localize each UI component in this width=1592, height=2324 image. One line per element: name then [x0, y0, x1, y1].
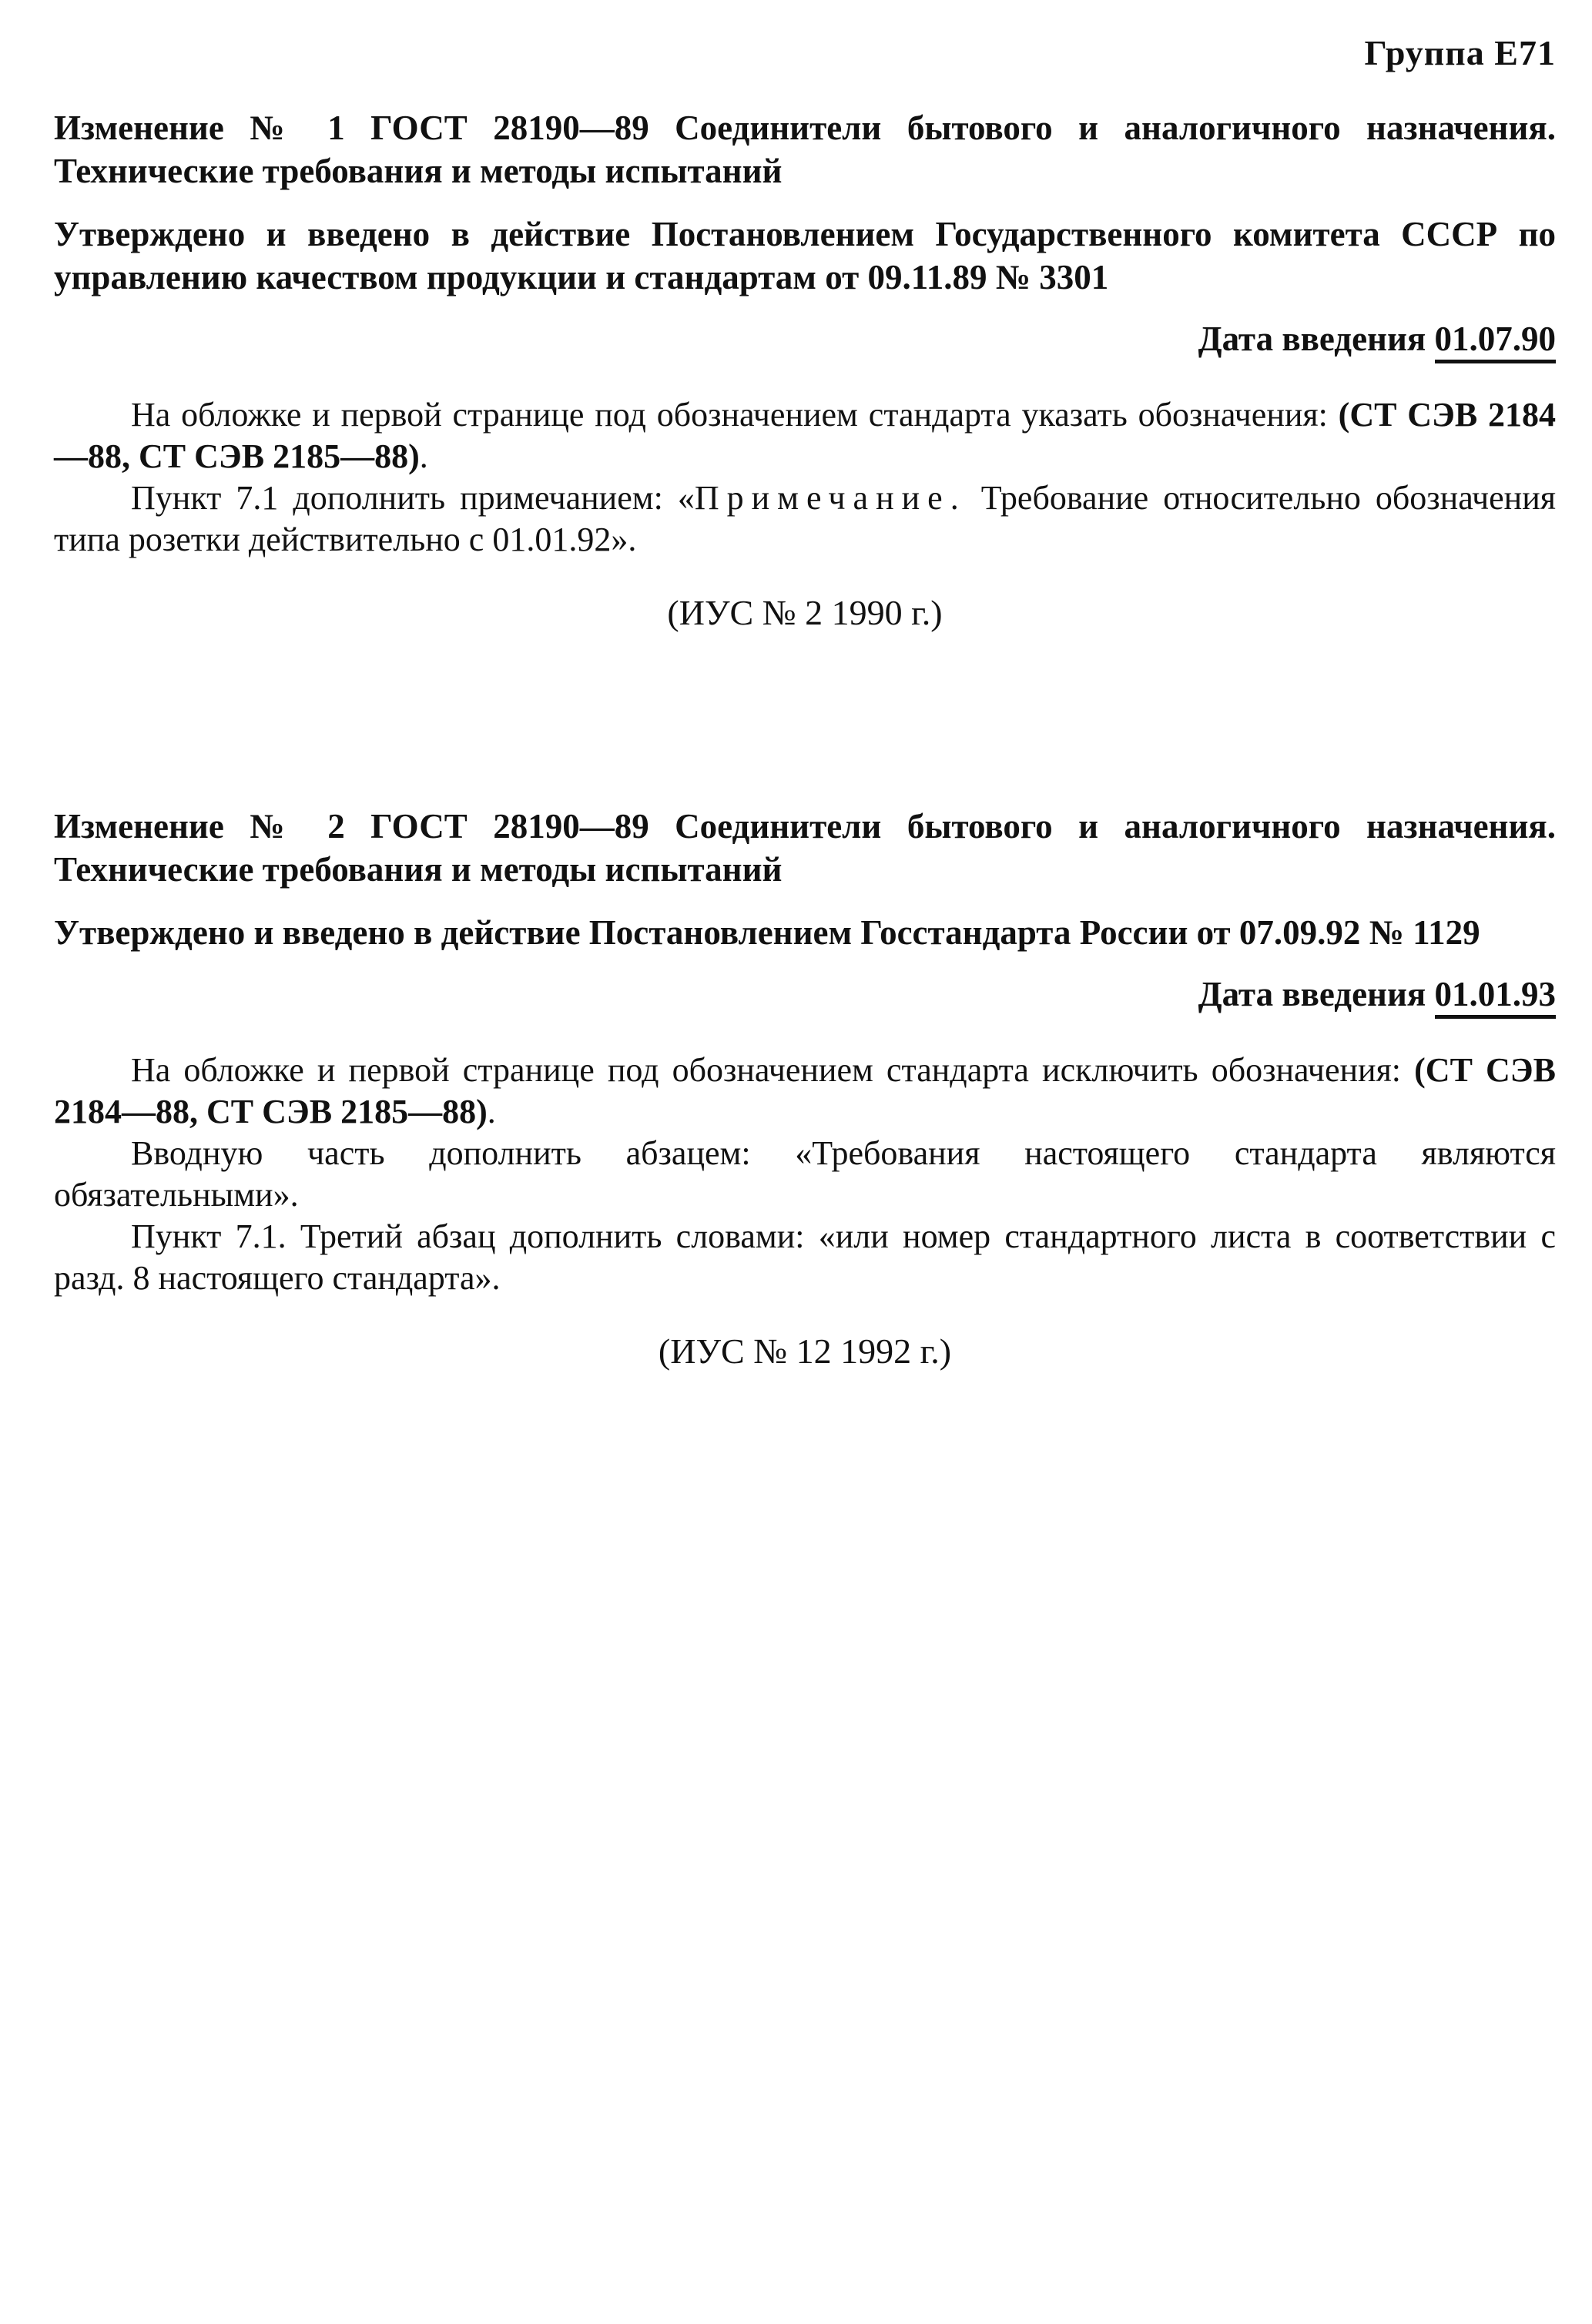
intro-date-label: Дата введения: [1198, 975, 1426, 1013]
paragraph-text: Пункт 7.1 дополнить примечанием: «: [131, 479, 695, 517]
paragraph: [54, 394, 1556, 477]
paragraph-text: На обложке и первой странице под обозначением стандарта указать обозначения:: [131, 396, 1339, 434]
source-reference: (ИУС № 2 1990 г.): [667, 593, 943, 632]
paragraph: [54, 1050, 1556, 1133]
paragraph-text: .: [419, 437, 428, 475]
paragraph: [54, 477, 1556, 561]
approval-statement: Утверждено и введено в действие Постановлением Госстандарта России от 07.09.92 № 1129: [54, 913, 1480, 952]
introduction-date: [54, 973, 1556, 1016]
paragraph-text: Пункт 7.1. Третий абзац дополнить словами: «или номер стандартного листа в соответствии с разд. 8 настоящего стандарта».: [54, 1217, 1556, 1297]
paragraph-text: Требование относительно обозначения типа розетки действительно с 01.01.92».: [54, 479, 1556, 558]
paragraph-text: На обложке и первой странице под обозначением стандарта исключить обозначения:: [131, 1051, 1415, 1089]
group-label: Группа Е71: [1364, 33, 1556, 72]
amendment-2: [54, 805, 1556, 1373]
source-reference: (ИУС № 12 1992 г.): [658, 1331, 952, 1371]
paragraph-text: .: [487, 1093, 496, 1130]
introduction-date: [54, 317, 1556, 360]
standard-reference: (СТ СЭВ 2184—88, СТ СЭВ 2185—88): [54, 1051, 1556, 1130]
amendment-title: Изменение № 2 ГОСТ 28190—89 Соединители бытового и аналогичного назначения. Технические требования и методы испытаний: [54, 807, 1556, 889]
standard-reference: (СТ СЭВ 2184—88, СТ СЭВ 2185—88): [54, 396, 1556, 475]
paragraph-text: Вводную часть дополнить абзацем: «Требования настоящего стандарта являются обязательными».: [54, 1134, 1556, 1214]
paragraph: [54, 1133, 1556, 1216]
intro-date-label: Дата введения: [1198, 320, 1426, 358]
approval-statement: Утверждено и введено в действие Постановлением Государственного комитета СССР по управлению качеством продукции и стандартам от 09.11.89 № 3301: [54, 215, 1556, 296]
paragraph: [54, 1216, 1556, 1299]
amendment-title: Изменение № 1 ГОСТ 28190—89 Соединители бытового и аналогичного назначения. Технические требования и методы испытаний: [54, 109, 1556, 190]
amendment-1: [54, 106, 1556, 635]
intro-date-value: 01.01.93: [1435, 975, 1557, 1019]
note-label: Примечание.: [694, 479, 967, 517]
intro-date-value: 01.07.90: [1435, 320, 1557, 363]
